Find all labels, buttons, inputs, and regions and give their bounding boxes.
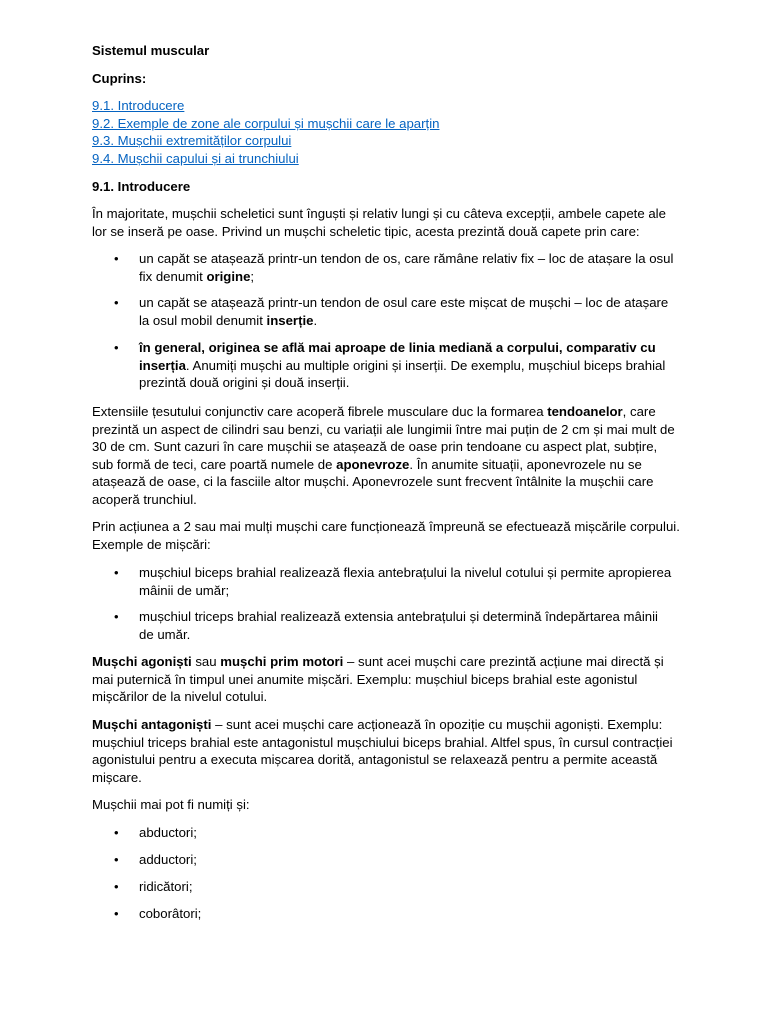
list-item: • coborâtori; bbox=[114, 905, 674, 923]
cuprins-label: Cuprins: bbox=[92, 71, 147, 86]
toc-link-introducere[interactable]: 9.1. Introducere bbox=[92, 98, 185, 113]
bullet-list-names bbox=[114, 878, 674, 896]
agonists-paragraph: Mușchi agoniști sau mușchi prim motori – sunt acei mușchi care prezintă acțiune mai directă și mai puternică în timpul unei anumite mișcări. Exemplu: mușchiul biceps brahial este agonistul mișcărilor de la nivelul cotului. bbox=[92, 654, 664, 705]
bullet-list-attachments bbox=[114, 294, 674, 329]
toc-item bbox=[92, 97, 682, 115]
extensions-paragraph: Extensiile țesutului conjunctiv care acoperă fibrele musculare duc la formarea tendoanelor, care prezintă un aspect de cilindri sau benzi, cu variații ale lungimii între mai puțin de 2 cm și mai mult de 30 de cm. Sunt cazuri în care mușchii se atașează de oase prin tendoane cu aspect plat, subțire, sub formă de teci, care poartă numele de aponevroze. În anumite situații, aponevrozele nu se atașează de oase, ci la fasciile altor mușchi. Aponevrozele sunt frecvent întâlnite la mușchii care acoperă trunchiul. bbox=[92, 404, 675, 507]
list-item: • abductori; bbox=[114, 824, 674, 842]
toc-link-cap-trunchi[interactable]: 9.4. Mușchii capului și ai trunchiului bbox=[92, 150, 299, 166]
bullet-list-attachments bbox=[114, 250, 674, 285]
bullet-list-names bbox=[114, 851, 674, 869]
toc-link-extremitati[interactable]: 9.3. Mușchii extremităților corpului bbox=[92, 133, 292, 149]
antagonists-paragraph: Mușchi antagoniști – sunt acei mușchi care acționează în opoziție cu mușchii agoniști. Exemplu: mușchiul triceps brahial este antagonistul mușchiului biceps brahial. Altfel spus, în cursul contracției agonistului pentru a executa mișcarea dorită, antagonistul se relaxează pentru a permite această mișcare. bbox=[92, 717, 673, 785]
intro-paragraph: În majoritate, mușchii scheletici sunt înguști și relativ lungi și cu câteva excepții, ambele capete ale lor se inseră pe oase. Privind un mușchi scheletic tipic, acesta prezintă două capete prin care: bbox=[92, 206, 666, 239]
list-item: • în general, originea se află mai aproape de linia mediană a corpului, comparativ cu inserția. Anumiți mușchi au multiple origini și inserții. De exemplu, mușchiul biceps brahial prezintă două origini și două inserții. bbox=[114, 339, 674, 392]
names-paragraph: Mușchii mai pot fi numiți și: bbox=[92, 797, 250, 812]
bullet-list-names bbox=[114, 824, 674, 842]
toc-item bbox=[92, 115, 682, 133]
document-title: Sistemul muscular bbox=[92, 43, 210, 58]
list-item: • adductori; bbox=[114, 851, 674, 869]
bullet-list-movements bbox=[114, 608, 674, 643]
bullet-list-movements bbox=[114, 564, 674, 599]
table-of-contents bbox=[92, 97, 682, 167]
toc-item bbox=[92, 132, 682, 150]
list-item: • mușchiul triceps brahial realizează extensia antebrațului și determină îndepărtarea mâinii de umăr. bbox=[114, 608, 674, 643]
toc-link-exemple-zone[interactable]: 9.2. Exemple de zone ale corpului și mușchii care le aparțin bbox=[92, 115, 440, 131]
list-item: • un capăt se atașează printr-un tendon de osul care este mișcat de mușchi – loc de atașare la osul mobil denumit inserție. bbox=[114, 294, 674, 329]
toc-item bbox=[92, 150, 682, 168]
list-item: • mușchiul biceps brahial realizează flexia antebrațului la nivelul cotului și permite apropierea mâinii de umăr; bbox=[114, 564, 674, 599]
section-heading: 9.1. Introducere bbox=[92, 179, 191, 194]
bullet-list-names bbox=[114, 905, 674, 923]
bullet-list-attachments bbox=[114, 339, 674, 392]
actions-paragraph: Prin acțiunea a 2 sau mai mulți mușchi care funcționează împreună se efectuează mișcările corpului. Exemple de mișcări: bbox=[92, 519, 680, 552]
list-item: • un capăt se atașează printr-un tendon de os, care rămâne relativ fix – loc de atașare la osul fix denumit origine; bbox=[114, 250, 674, 285]
list-item: • ridicători; bbox=[114, 878, 674, 896]
